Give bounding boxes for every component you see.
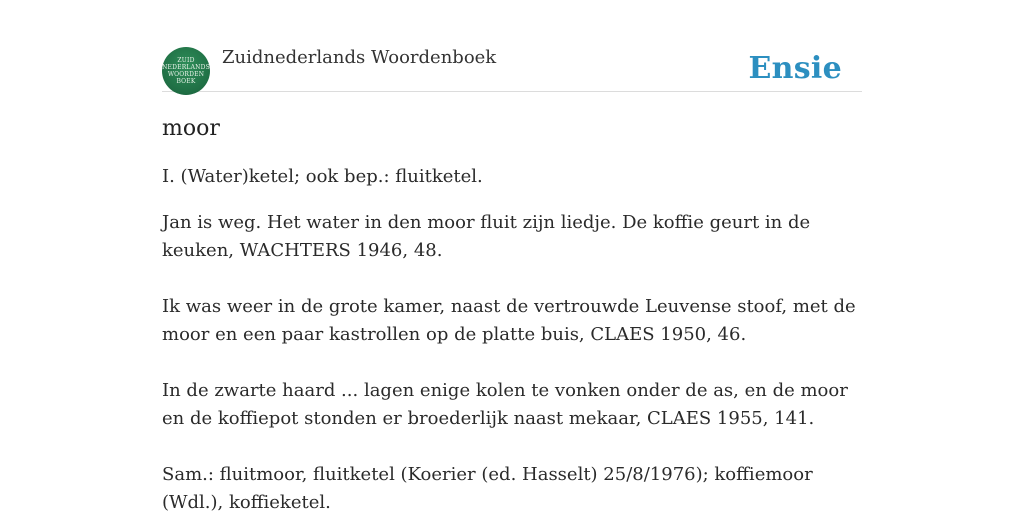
related-terms: Sam.: fluitmoor, fluitketel (Koerier (ed. Hasselt) 25/8/1976); koffiemoor (Wdl.), koffieketel.: [162, 464, 813, 512]
entry-definition: I. (Water)ketel; ook bep.: fluitketel.: [162, 166, 483, 187]
dictionary-name-link[interactable]: Zuidnederlands Woordenboek: [222, 47, 497, 68]
citation-quote: Jan is weg. Het water in den moor fluit zijn liedje. De koffie geurt in de keuken, WACHTERS 1946, 48.: [162, 212, 811, 261]
logo-line: BOEK: [176, 78, 196, 85]
ensie-brand-logo[interactable]: Ensie: [748, 51, 842, 86]
logo-line: ZUID: [177, 57, 195, 64]
dictionary-logo[interactable]: [162, 47, 210, 95]
logo-line: WOORDEN: [167, 71, 205, 78]
logo-line: NEDERLANDS: [162, 64, 210, 71]
page-header: [162, 44, 862, 92]
entry-card: [162, 44, 862, 512]
citation-quote: In de zwarte haard ... lagen enige kolen te vonken onder de as, en de moor en de koffiepot stonden er broederlijk naast mekaar, CLAES 1955, 141.: [162, 380, 848, 429]
citation-quote: Ik was weer in de grote kamer, naast de vertrouwde Leuvense stoof, met de moor en een paar kastrollen op de platte buis, CLAES 1950, 46.: [162, 296, 856, 345]
page-title: moor: [162, 116, 220, 141]
